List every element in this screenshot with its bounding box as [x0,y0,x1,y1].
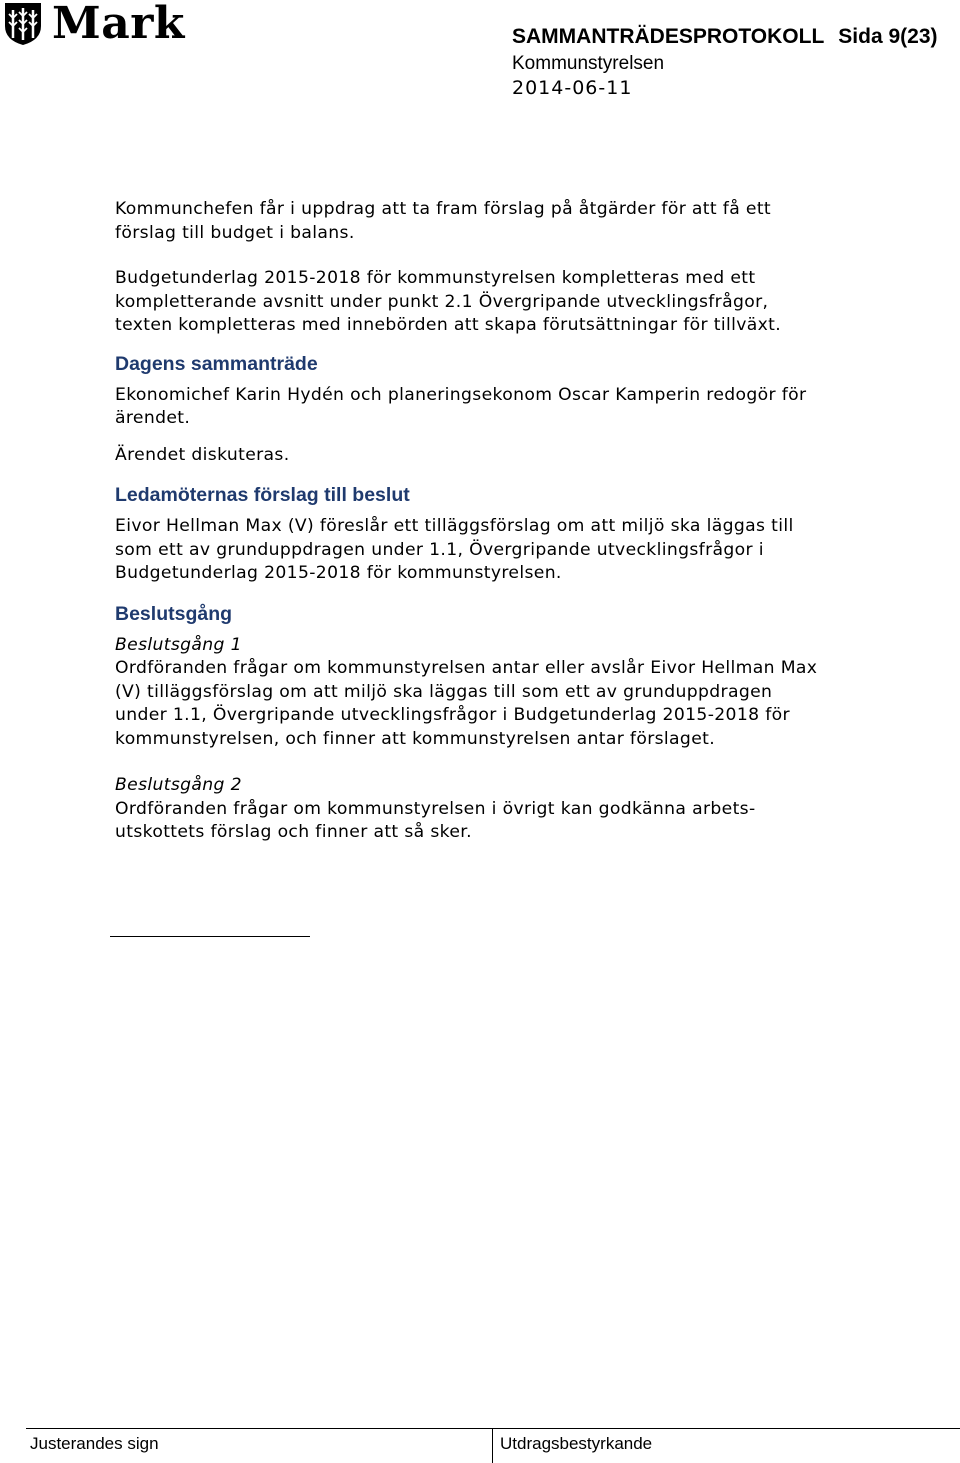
section-heading-dagens: Dagens sammanträde [115,352,318,375]
decision-paragraph-2: Budgetunderlag 2015-2018 för kommunstyrelsen kompletteras med ett kompletterande avsnitt under punkt 2.1 Övergripande utvecklingsfrågor, texten kompletteras med innebörden att skapa förutsättningar för tillväxt. [115,268,782,335]
logo-wordmark: Mark [52,0,185,49]
subheading-beslutsgang-1: Beslutsgång 1 [115,634,242,655]
footer-justerandes-sign: Justerandes sign [30,1434,159,1453]
decision-paragraph-1: Kommunchefen får i uppdrag att ta fram förslag på åtgärder för att få ett förslag till budget i balans. [115,199,771,243]
header-title-row [512,24,938,50]
discussion-paragraph: Ärendet diskuteras. [115,444,290,465]
coat-of-arms-icon [4,2,42,46]
meeting-paragraph: Ekonomichef Karin Hydén och planeringsekonom Oscar Kamperin redogör för ärendet. [115,384,807,428]
document-type: SAMMANTRÄDESPROTOKOLL [512,25,825,48]
proposal-paragraph: Eivor Hellman Max (V) föreslår ett tilläggsförslag om att miljö ska läggas till som ett av grunduppdragen under 1.1, Övergripande utvecklingsfrågor i Budgetunderlag 2015-2018 för kommunstyrelsen. [115,516,794,583]
beslutsgang-1-paragraph: Ordföranden frågar om kommunstyrelsen antar eller avslår Eivor Hellman Max (V) tilläggsförslag om att miljö ska läggas till som ett av grunduppdragen under 1.1, Övergripande utvecklingsfrågor i Budgetunderlag 2015-2018 för kommunstyrelsen, och finner att kommunstyrelsen antar förslaget. [115,658,818,749]
document-body [115,198,905,845]
footer-divider [492,1429,493,1463]
municipality-logo [4,0,185,49]
committee-name: Kommunstyrelsen [512,53,665,74]
page-number: Sida 9(23) [838,25,938,48]
section-heading-beslutsgang: Beslutsgång [115,602,233,625]
footer-rule [26,1428,960,1429]
subheading-beslutsgang-2: Beslutsgång 2 [115,775,242,795]
signature-line [110,936,310,937]
meeting-date: 2014-06-11 [512,77,633,99]
page-footer [0,1426,960,1463]
section-heading-ledamoter: Ledamöternas förslag till beslut [115,484,410,506]
beslutsgang-2-paragraph: Ordföranden frågar om kommunstyrelsen i övrigt kan godkänna arbets- utskottets förslag och finner att så sker. [115,798,756,842]
footer-utdragsbestyrkande: Utdragsbestyrkande [500,1434,653,1453]
document-header [512,24,938,101]
